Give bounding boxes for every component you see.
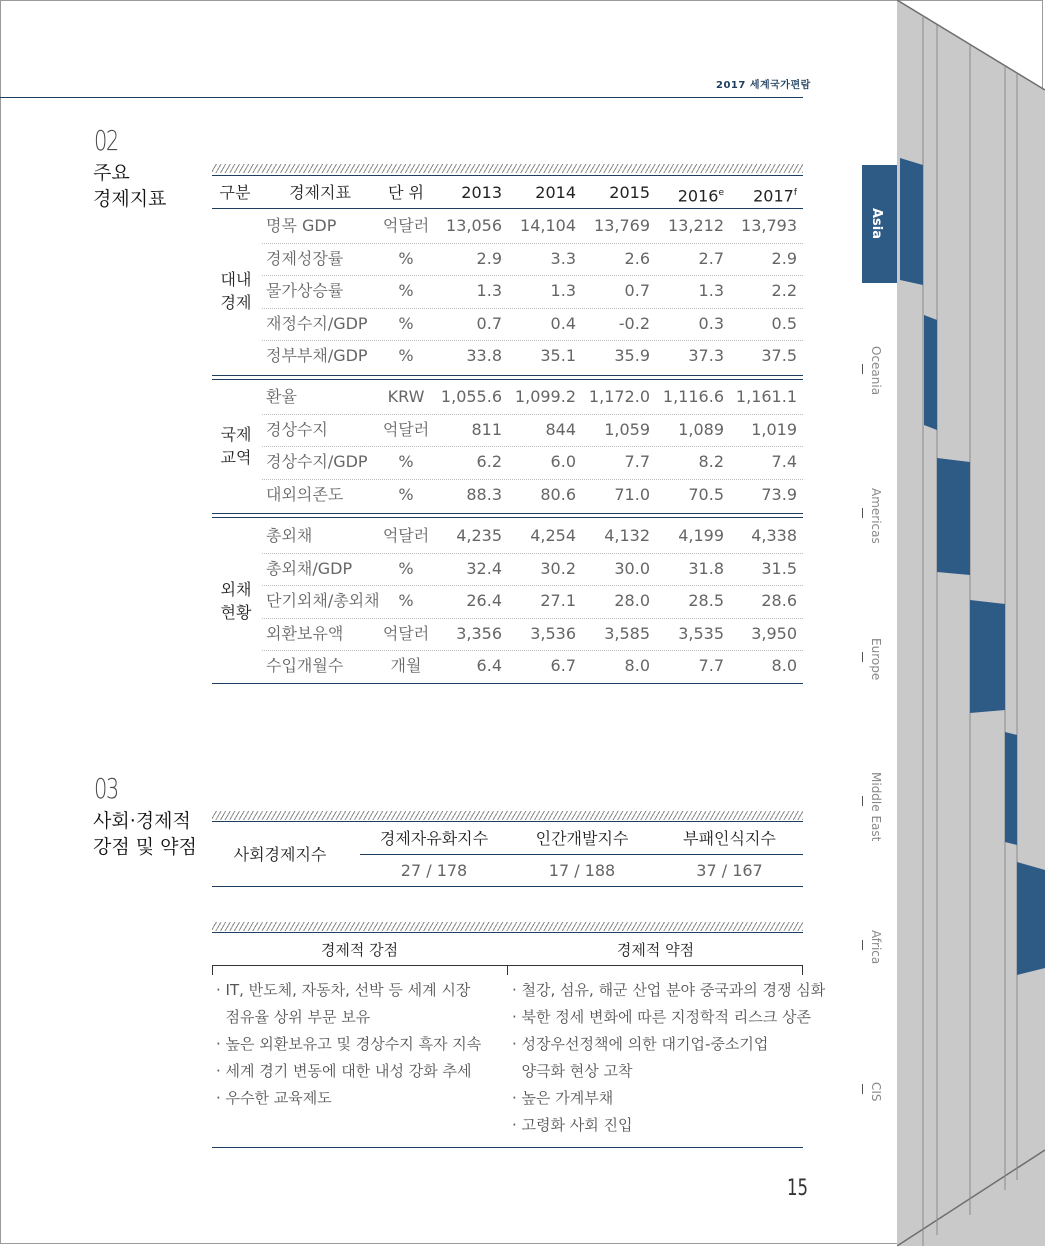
value-cell: 811 — [471, 419, 502, 439]
tab-asia-edge — [900, 158, 923, 285]
tab-label-cis[interactable]: CIS — [869, 1082, 883, 1102]
indicator-name: 외환보유액 — [266, 623, 344, 643]
year-superscript: f — [793, 188, 797, 198]
section-3-title-line1: 사회·경제적 — [93, 810, 191, 832]
col-header: 구분 — [219, 183, 251, 202]
value-cell: 1,116.6 — [662, 387, 724, 406]
hatch-bar — [212, 922, 803, 931]
category-label: 경제 — [220, 293, 252, 313]
row-separator — [262, 414, 803, 415]
value-cell: 1,019 — [751, 419, 797, 439]
strength-item: 점유율 상위 부문 보유 — [216, 1008, 371, 1026]
social-value: 17 / 188 — [548, 861, 616, 880]
value-cell: 13,793 — [741, 216, 797, 235]
value-cell: 28.0 — [614, 591, 650, 610]
value-cell: 7.7 — [624, 452, 650, 471]
tab-tick — [862, 508, 863, 518]
indicator-name: 경상수지 — [266, 419, 328, 439]
row-separator — [262, 479, 803, 480]
tab-label-asia[interactable]: Asia — [869, 208, 884, 240]
tab-label-africa[interactable]: Africa — [869, 930, 883, 965]
indicator-name: 경제성장률 — [266, 248, 344, 268]
category-label: 대내 — [220, 270, 252, 290]
unit-label: 억달러 — [382, 419, 430, 439]
value-cell: 1.3 — [476, 281, 502, 300]
row-separator — [262, 275, 803, 276]
indicator-name: 총외채/GDP — [266, 558, 353, 578]
section-3-number: 03 — [94, 772, 118, 805]
col-header: 경제지표 — [289, 183, 351, 202]
unit-label: % — [398, 558, 414, 578]
tab-tick — [862, 1084, 863, 1094]
value-cell: 4,132 — [604, 526, 650, 545]
hatch-bar — [212, 164, 803, 173]
header-rule — [0, 97, 803, 98]
strength-item: · IT, 반도체, 자동차, 선박 등 세계 시장 — [216, 981, 471, 999]
weakness-list — [512, 980, 826, 1142]
value-cell: 0.4 — [550, 313, 576, 333]
weakness-item: · 고령화 사회 진입 — [512, 1116, 633, 1134]
header-title: 2017 세계국가편람 — [716, 80, 811, 91]
indicator-name: 대외의존도 — [266, 484, 344, 504]
weakness-item: · 성장우선정책에 의한 대기업-중소기업 — [512, 1035, 769, 1053]
social-value: 27 / 178 — [400, 861, 468, 880]
value-cell: 33.8 — [466, 346, 502, 365]
weakness-header: 경제적 약점 — [616, 941, 695, 959]
tab-oceania-edge — [924, 315, 937, 430]
group-rule — [212, 375, 803, 376]
social-col-header: 경제자유화지수 — [379, 829, 489, 848]
unit-label: 개월 — [390, 656, 422, 675]
table-top-rule — [212, 932, 803, 933]
value-cell: 4,199 — [678, 526, 724, 545]
weakness-item: 양극화 현상 고착 — [512, 1062, 633, 1080]
year-label: 2017 — [753, 186, 794, 206]
col-header — [735, 183, 797, 206]
value-cell: 13,769 — [594, 216, 650, 235]
table-top-rule — [212, 175, 803, 176]
value-cell: 88.3 — [466, 484, 502, 504]
tab-label-middle-east[interactable]: Middle East — [869, 772, 883, 842]
unit-label: % — [398, 248, 414, 268]
social-col-header: 인간개발지수 — [535, 829, 629, 848]
value-cell: 1,055.6 — [440, 387, 502, 406]
value-cell: 3,950 — [751, 623, 797, 643]
value-cell: 8.2 — [698, 452, 724, 471]
value-cell: 1,099.2 — [514, 387, 576, 406]
social-header-rule — [360, 854, 803, 855]
col-header: 2013 — [461, 183, 502, 202]
value-cell: 2.9 — [771, 248, 797, 268]
section-3-title-line2: 강점 및 약점 — [93, 836, 197, 858]
strength-item: · 세계 경기 변동에 대한 내성 강화 추세 — [216, 1062, 472, 1080]
value-cell: 70.5 — [688, 484, 724, 504]
value-cell: 4,235 — [456, 526, 502, 545]
tab-tick — [862, 940, 863, 950]
tab-americas-edge — [937, 458, 970, 575]
value-cell: 0.7 — [476, 313, 502, 333]
value-cell: 1.3 — [550, 281, 576, 300]
category-label: 교역 — [220, 448, 252, 467]
row-separator — [262, 585, 803, 586]
row-separator — [262, 553, 803, 554]
row-separator — [262, 446, 803, 447]
value-cell: 6.0 — [550, 452, 576, 471]
col-header: 2015 — [609, 183, 650, 202]
value-cell: 30.0 — [614, 558, 650, 578]
value-cell: 13,212 — [668, 216, 724, 235]
value-cell: 3.3 — [550, 248, 576, 268]
tab-europe-edge — [970, 600, 1005, 713]
value-cell: 1,089 — [678, 419, 724, 439]
indicator-name: 단기외채/총외채 — [266, 591, 380, 610]
value-cell: 2.9 — [476, 248, 502, 268]
value-cell: 8.0 — [771, 656, 797, 675]
indicator-name: 환율 — [266, 387, 297, 406]
value-cell: 31.8 — [688, 558, 724, 578]
value-cell: 2.2 — [771, 281, 797, 300]
unit-label: 억달러 — [382, 623, 430, 643]
tab-label-oceania[interactable]: Oceania — [869, 346, 883, 396]
row-separator — [262, 340, 803, 341]
unit-label: 억달러 — [382, 216, 430, 235]
tab-tick — [862, 364, 863, 374]
value-cell: 35.9 — [614, 346, 650, 365]
value-cell: 32.4 — [466, 558, 502, 578]
value-cell: 3,536 — [530, 623, 576, 643]
strength-header: 경제적 강점 — [320, 941, 399, 959]
value-cell: 71.0 — [614, 484, 650, 504]
value-cell: 14,104 — [520, 216, 576, 235]
value-cell: 844 — [545, 419, 576, 439]
value-cell: 30.2 — [540, 558, 576, 578]
row-separator — [262, 618, 803, 619]
value-cell: 2.7 — [698, 248, 724, 268]
category-label: 현황 — [220, 603, 252, 623]
table-bottom-rule — [212, 683, 803, 684]
section-2-number: 02 — [94, 124, 118, 157]
value-cell: 80.6 — [540, 484, 576, 504]
value-cell: 0.5 — [771, 313, 797, 333]
social-col-header: 부패인식지수 — [683, 829, 776, 848]
value-cell: 35.1 — [540, 346, 576, 365]
table-bottom-rule — [212, 886, 803, 887]
col-header: 2014 — [535, 183, 576, 202]
section-2-title — [93, 160, 166, 212]
tab-middle-east-edge — [1005, 732, 1017, 845]
social-value: 37 / 167 — [696, 861, 763, 880]
category-label: 국제 — [220, 425, 252, 444]
value-cell: 28.6 — [761, 591, 797, 610]
tab-tick — [862, 652, 863, 662]
tab-tick — [862, 796, 863, 806]
weakness-item: · 철강, 섬유, 해군 산업 분야 중국과의 경쟁 심화 — [512, 981, 826, 999]
value-cell: 73.9 — [761, 484, 797, 504]
section-2-title-line1: 주요 — [93, 162, 130, 184]
sw-bracket-right — [802, 965, 803, 975]
weakness-item: · 높은 가계부채 — [512, 1089, 614, 1107]
row-separator — [262, 243, 803, 244]
row-separator — [262, 650, 803, 651]
value-cell: 6.7 — [550, 656, 576, 675]
year-label: 2016 — [677, 186, 719, 206]
group-rule — [212, 517, 803, 518]
strength-item: · 높은 외환보유고 및 경상수지 흑자 지속 — [216, 1035, 482, 1053]
value-cell: 4,338 — [751, 526, 797, 545]
value-cell: 28.5 — [688, 591, 724, 610]
year-superscript: e — [718, 188, 724, 198]
value-cell: -0.2 — [618, 313, 650, 333]
hatch-bar — [212, 811, 803, 820]
strength-item: · 우수한 교육제도 — [216, 1089, 332, 1107]
unit-label: % — [398, 281, 414, 300]
indicator-name: 물가상승률 — [266, 281, 344, 300]
value-cell: 1,059 — [604, 419, 650, 439]
indicator-name: 재정수지/GDP — [266, 313, 368, 333]
indicator-name: 총외채 — [266, 526, 313, 545]
weakness-item: · 북한 정세 변화에 따른 지정학적 리스크 상존 — [512, 1008, 811, 1026]
unit-label: % — [398, 313, 414, 333]
tab-label-americas[interactable]: Americas — [869, 488, 883, 544]
unit-label: % — [398, 346, 414, 365]
value-cell: 13,056 — [446, 216, 502, 235]
table-bottom-rule — [212, 1147, 803, 1148]
group-rule — [212, 379, 803, 380]
indicator-name: 명목 GDP — [266, 216, 337, 235]
value-cell: 6.2 — [476, 452, 502, 471]
value-cell: 0.3 — [698, 313, 724, 333]
table-top-rule — [212, 821, 803, 822]
value-cell: 7.7 — [698, 656, 724, 675]
tab-label-europe[interactable]: Europe — [869, 638, 883, 681]
value-cell: 7.4 — [771, 452, 797, 471]
group-rule — [212, 513, 803, 514]
value-cell: 1,172.0 — [588, 387, 650, 406]
section-3-title — [93, 808, 197, 860]
sw-bracket-mid — [507, 965, 508, 975]
col-header: 단 위 — [388, 183, 424, 202]
social-row-label: 사회경제지수 — [233, 845, 327, 864]
value-cell: 8.0 — [624, 656, 650, 675]
page-number: 15 — [787, 1176, 808, 1201]
value-cell: 3,535 — [678, 623, 724, 643]
header-rule — [212, 208, 803, 209]
value-cell: 6.4 — [476, 656, 502, 675]
value-cell: 26.4 — [466, 591, 502, 610]
unit-label: % — [398, 484, 414, 504]
unit-label: % — [398, 452, 414, 471]
indicator-name: 경상수지/GDP — [266, 452, 368, 471]
section-2-title-line2: 경제지표 — [93, 188, 167, 210]
value-cell: 0.7 — [624, 281, 650, 300]
value-cell: 3,356 — [456, 623, 502, 643]
sw-bracket-left — [212, 965, 213, 975]
unit-label: 억달러 — [382, 526, 430, 545]
tab-page-edges — [897, 0, 1045, 1246]
indicator-name: 정부부채/GDP — [266, 346, 368, 365]
indicator-name: 수입개월수 — [266, 656, 344, 675]
value-cell: 2.6 — [624, 248, 650, 268]
tab-africa-edge — [1017, 862, 1045, 975]
value-cell: 37.5 — [761, 346, 797, 365]
value-cell: 3,585 — [604, 623, 650, 643]
unit-label: KRW — [387, 387, 425, 406]
strength-list — [216, 980, 506, 1115]
value-cell: 1,161.1 — [735, 387, 797, 406]
value-cell: 37.3 — [688, 346, 724, 365]
value-cell: 31.5 — [761, 558, 797, 578]
row-separator — [262, 308, 803, 309]
value-cell: 1.3 — [698, 281, 724, 300]
value-cell: 4,254 — [530, 526, 576, 545]
value-cell: 27.1 — [540, 591, 576, 610]
col-header — [662, 183, 724, 206]
unit-label: % — [398, 591, 414, 610]
category-label: 외채 — [220, 580, 252, 600]
